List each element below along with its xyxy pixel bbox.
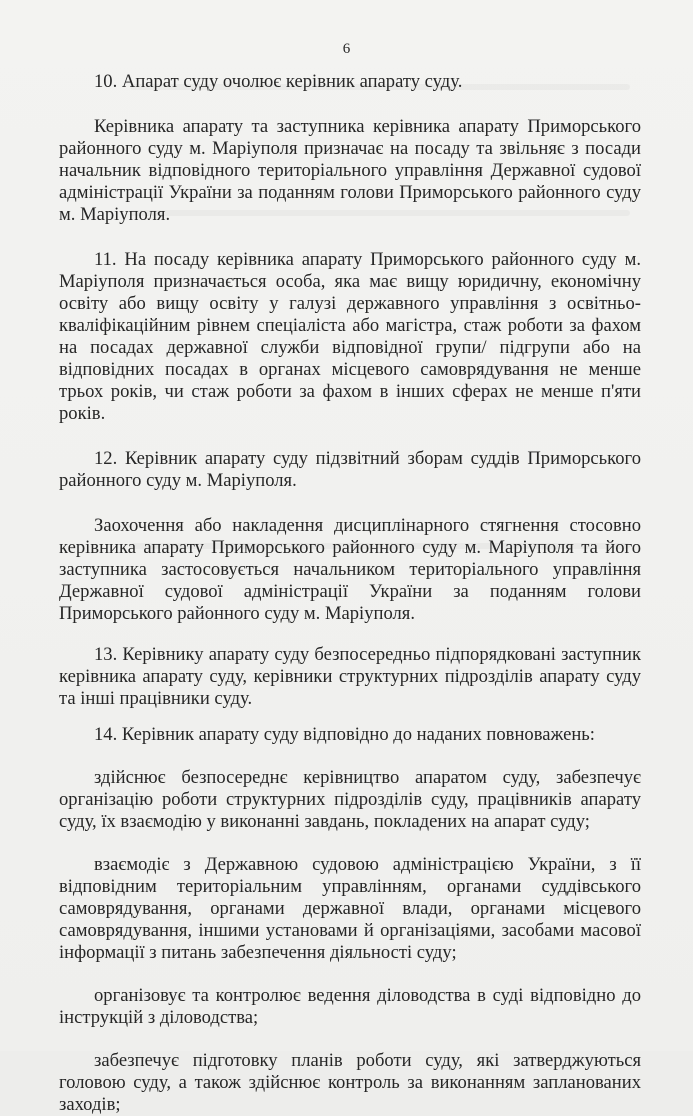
powers-item-cooperation: взаємодіє з Державною судовою адміністрацією України, з її відповідним територіальним управлінням, органами суддівського самоврядування, органами державної влади, органами місцевого самоврядування, іншими установами й організаціями, засобами масової інформації з питань забезпечення діяльності суду; [59, 854, 641, 963]
powers-item-management: здійснює безпосереднє керівництво апаратом суду, забезпечує організацію роботи структурних підрозділів суду, працівників апарату суду, їх взаємодію у виконанні завдань, покладених на апарат суду; [59, 767, 641, 832]
paragraph-disciplinary: Заохочення або накладення дисциплінарного стягнення стосовно керівника апарату Приморського районного суду м. Маріуполя та його заступника застосовується начальником територіального управління Державної судової адміністрації України за поданням голови Приморського районного суду м. Маріуполя. [59, 515, 641, 624]
powers-item-records: організовує та контролює ведення діловодства в суді відповідно до інструкцій з діловодства; [59, 985, 641, 1028]
paragraph-12-accountability: 12. Керівник апарату суду підзвітний зборам суддів Приморського районного суду м. Маріуполя. [59, 448, 641, 491]
powers-item-planning: забезпечує підготовку планів роботи суду, які затверджуються головою суду, а також здійснює контроль за виконанням запланованих заходів; [59, 1050, 641, 1115]
paragraph-appointment: Керівника апарату та заступника керівника апарату Приморського районного суду м. Маріуполя призначає на посаду та звільняє з посади начальник відповідного територіального управління Державної судової адміністрації України за поданням голови Приморського районного суду м. Маріуполя. [59, 116, 641, 225]
document-body [59, 71, 641, 1116]
paragraph-14-powers: 14. Керівник апарату суду відповідно до наданих повноважень: [94, 724, 595, 745]
paragraph-13-subordination: 13. Керівнику апарату суду безпосередньо підпорядковані заступник керівника апарату суду, керівники структурних підрозділів апарату суду та інші працівники суду. [59, 644, 641, 709]
paragraph-11-requirements: 11. На посаду керівника апарату Приморського районного суду м. Маріуполя призначається особа, яка має вищу юридичну, економічну освіту або вищу освіту у галузі державного управління з освітньо-кваліфікаційним рівнем спеціаліста або магістра, стаж роботи за фахом на посадах державної служби відповідної групи/ підгрупи або на відповідних посадах в органах місцевого самоврядування не менше трьох років, чи стаж роботи за фахом в інших сферах не менше п'яти років. [59, 249, 641, 424]
paragraph-10-heading: 10. Апарат суду очолює керівник апарату суду. [94, 71, 463, 92]
page-number: 6 [342, 41, 351, 57]
